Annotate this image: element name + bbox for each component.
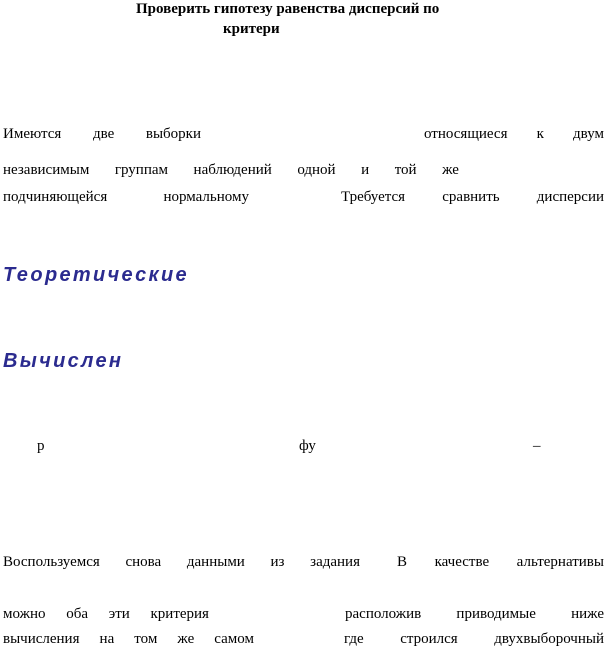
word: оба <box>66 606 89 622</box>
paragraph-2-line-1-left <box>3 555 360 570</box>
word: двухвыборочный <box>494 631 604 647</box>
paragraph-2-line-2-right <box>345 607 604 622</box>
word: данными <box>186 554 245 570</box>
word: две <box>92 126 115 142</box>
word: альтернативы <box>516 554 604 570</box>
word: же <box>442 162 459 178</box>
section-heading-theory: Теоретические <box>3 264 189 286</box>
word: расположив <box>345 606 422 622</box>
word: задания <box>310 554 360 570</box>
word: дисперсии <box>536 189 604 205</box>
word: к <box>536 126 544 142</box>
word: В <box>397 554 408 570</box>
word: подчиняющейся <box>3 189 108 205</box>
word: Имеются <box>3 126 62 142</box>
paragraph-1-line-3-right <box>341 190 604 205</box>
section-heading-computation: Вычислен <box>3 350 124 372</box>
word: вычисления <box>3 631 80 647</box>
word: снова <box>125 554 162 570</box>
word: группам <box>114 162 169 178</box>
paragraph-2-line-2-left <box>3 607 209 622</box>
word: где <box>344 631 364 647</box>
word: относящиеся <box>424 126 508 142</box>
word: ниже <box>571 606 604 622</box>
document-title-line-1: Проверить гипотезу равенства дисперсий по <box>136 1 440 17</box>
word: самом <box>214 631 254 647</box>
word: эти <box>108 606 130 622</box>
word: нормальному <box>163 189 249 205</box>
paragraph-2-line-3-left <box>3 632 254 647</box>
word: двум <box>573 126 604 142</box>
word: сравнить <box>442 189 500 205</box>
word: Требуется <box>341 189 406 205</box>
paragraph-2-line-3-right <box>344 632 604 647</box>
paragraph-1-line-3-left <box>3 190 249 205</box>
paragraph-1-line-2 <box>3 163 459 178</box>
text-fragment-p: р <box>37 438 45 454</box>
word: критерия <box>150 606 209 622</box>
word: на <box>99 631 115 647</box>
word: той <box>394 162 417 178</box>
word: Воспользуемся <box>3 554 100 570</box>
word: выборки <box>145 126 201 142</box>
text-fragment-dash: – <box>533 438 541 454</box>
word: наблюдений <box>193 162 272 178</box>
word: одной <box>297 162 336 178</box>
paragraph-2-line-1-right <box>397 555 604 570</box>
word: качестве <box>434 554 490 570</box>
text-fragment-fu: фу <box>299 438 316 454</box>
word: независимым <box>3 162 90 178</box>
paragraph-1-line-1-right <box>424 127 604 142</box>
word: же <box>177 631 195 647</box>
word: том <box>134 631 158 647</box>
document-title-line-2: критери <box>223 21 280 37</box>
word: приводимые <box>456 606 536 622</box>
word: и <box>361 162 370 178</box>
paragraph-1-line-1-left <box>3 127 201 142</box>
word: из <box>270 554 285 570</box>
word: строился <box>400 631 458 647</box>
word: можно <box>3 606 46 622</box>
